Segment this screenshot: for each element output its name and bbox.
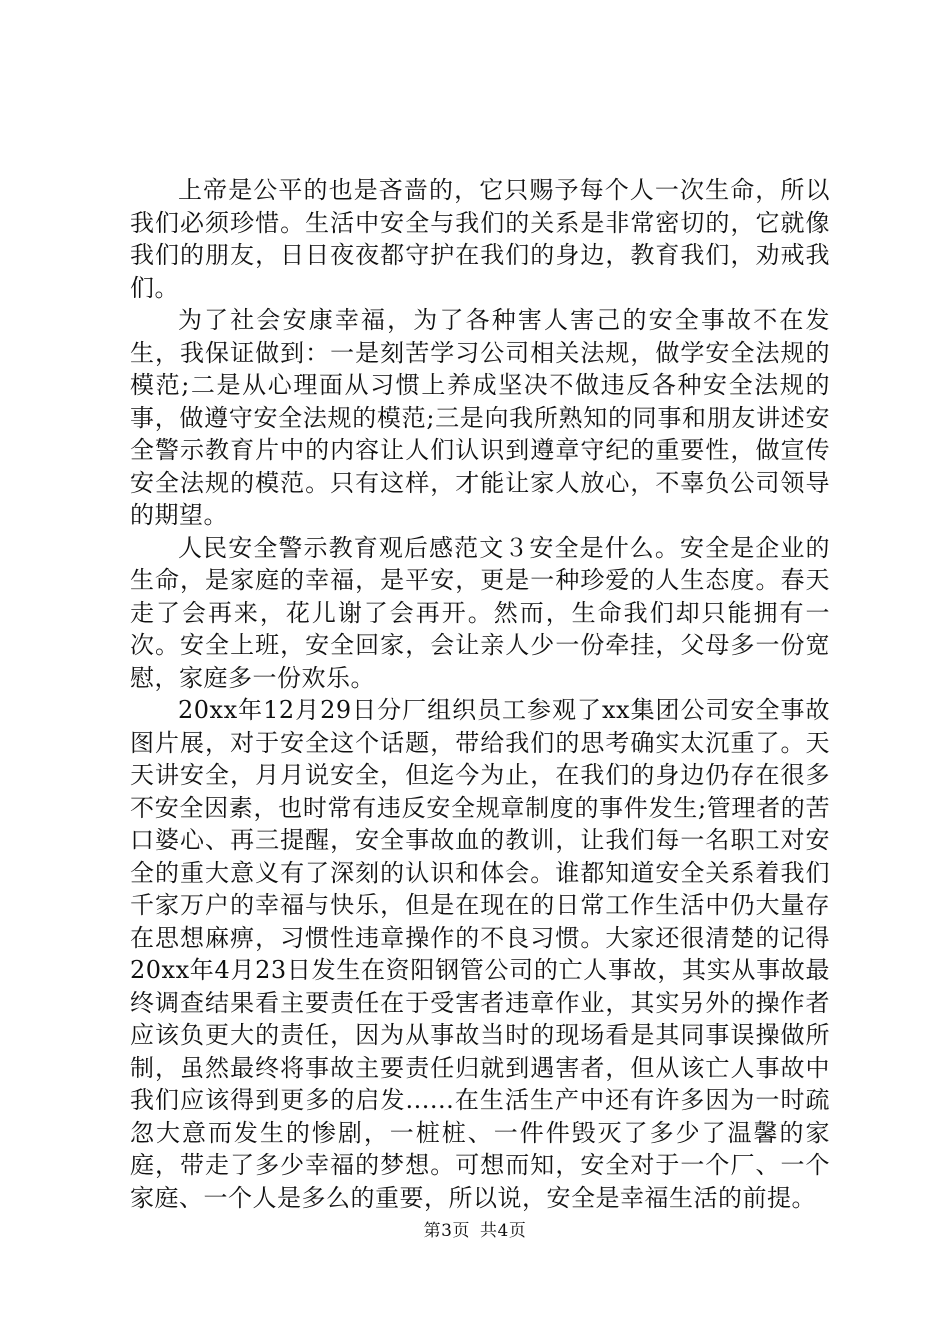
paragraph-1: 上帝是公平的也是吝啬的，它只赐予每个人一次生命，所以我们必须珍惜。生活中安全与我们的关系是非常密切的，它就像我们的朋友，日日夜夜都守护在我们的身边，教育我们，劝戒我们。 bbox=[130, 176, 830, 302]
page-number: 第3页 bbox=[423, 1221, 470, 1241]
paragraph-3: 人民安全警示教育观后感范文３安全是什么。安全是企业的生命，是家庭的幸福，是平安，更是一种珍爱的人生态度。春天走了会再来，花儿谢了会再开。然而，生命我们却只能拥有一次。安全上班，安全回家，会让亲人少一份牵挂，父母多一份宽慰，家庭多一份欢乐。 bbox=[130, 533, 830, 692]
page-footer bbox=[0, 1216, 950, 1241]
document-body bbox=[130, 174, 830, 1214]
paragraph-4: 20xx年12月29日分厂组织员工参观了xx集团公司安全事故图片展，对于安全这个话题，带给我们的思考确实太沉重了。天天讲安全，月月说安全，但迄今为止，在我们的身边仍存在很多不安全因素，也时常有违反安全规章制度的事件发生;管理者的苦口婆心、再三提醒，安全事故血的教训，让我们每一名职工对安全的重大意义有了深刻的认识和体会。谁都知道安全关系着我们千家万户的幸福与快乐，但是在现在的日常工作生活中仍大量存在思想麻痹，习惯性违章操作的不良习惯。大家还很清楚的记得20xx年4月23日发生在资阳钢管公司的亡人事故，其实从事故最终调查结果看主要责任在于受害者违章作业，其实另外的操作者应该负更大的责任，因为从事故当时的现场看是其同事误操做所制，虽然最终将事故主要责任归就到遇害者，但从该亡人事故中我们应该得到更多的启发......在生活生产中还有许多因为一时疏忽大意而发生的惨剧，一桩桩、一件件毁灭了多少了温馨的家庭，带走了多少幸福的梦想。可想而知，安全对于一个厂、一个家庭、一个人是多么的重要，所以说，安全是幸福生活的前提。 bbox=[130, 696, 830, 1212]
page-total: 共4页 bbox=[480, 1221, 527, 1241]
paragraph-2: 为了社会安康幸福，为了各种害人害己的安全事故不在发生，我保证做到：一是刻苦学习公司相关法规，做学安全法规的模范;二是从心理面从习惯上养成坚决不做违反各种安全法规的事，做遵守安全法规的模范;三是向我所熟知的同事和朋友讲述安全警示教育片中的内容让人们认识到遵章守纪的重要性，做宣传安全法规的模范。只有这样，才能让家人放心，不辜负公司领导的期望。 bbox=[130, 306, 830, 529]
